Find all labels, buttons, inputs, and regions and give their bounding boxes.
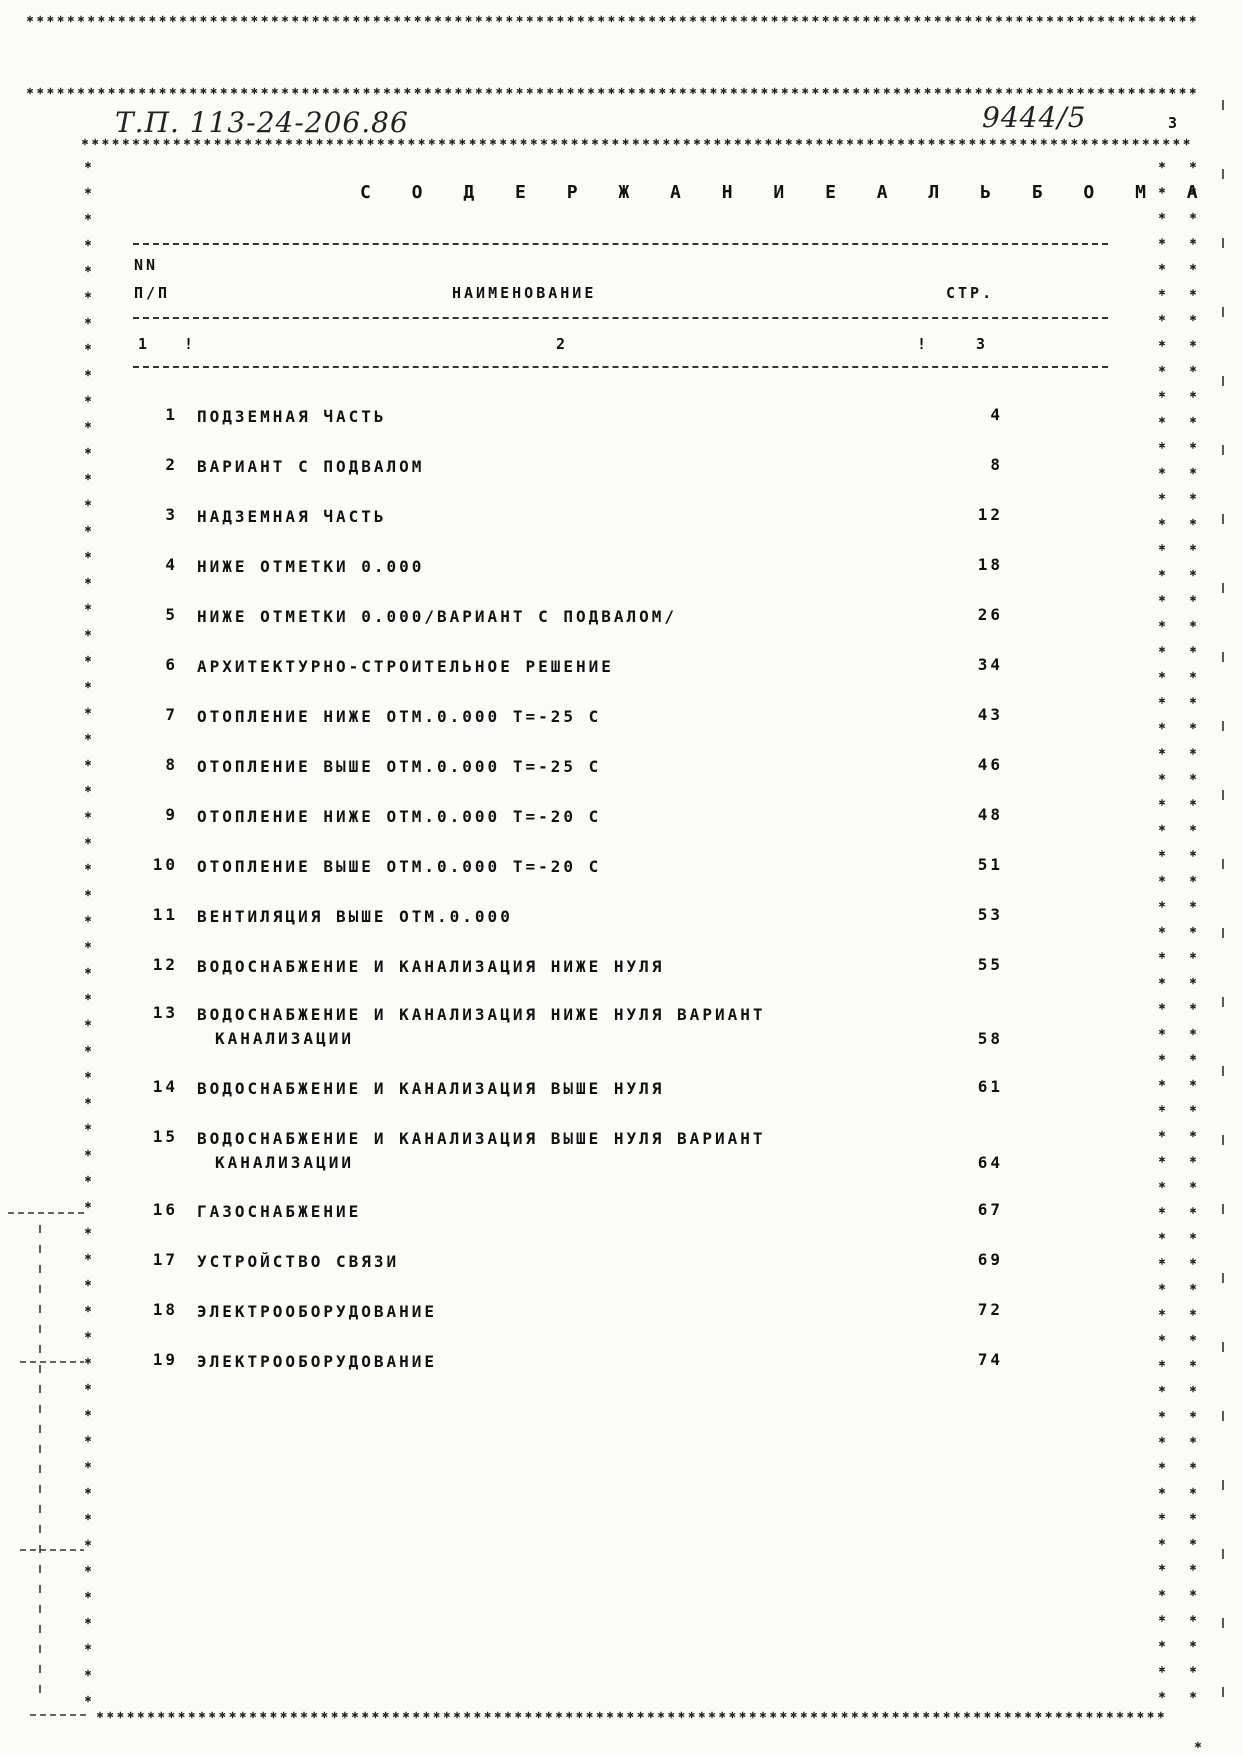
item-number: 6 xyxy=(165,655,178,674)
item-title: НАДЗЕМНАЯ ЧАСТЬ xyxy=(197,507,387,526)
item-title: НИЖЕ ОТМЕТКИ 0.000 xyxy=(197,557,425,576)
item-page: 74 xyxy=(977,1350,1003,1369)
item-page: 53 xyxy=(977,905,1003,924)
item-title: ВОДОСНАБЖЕНИЕ И КАНАЛИЗАЦИЯ НИЖЕ НУЛЯ ВАРИАНТ xyxy=(197,1005,766,1024)
item-title: ВАРИАНТ С ПОДВАЛОМ xyxy=(197,457,425,476)
item-page: 12 xyxy=(977,505,1003,524)
col-name-header: НАИМЕНОВАНИЕ xyxy=(452,284,597,302)
item-title: ОТОПЛЕНИЕ ВЫШЕ ОТМ.0.000 Т=-25 С xyxy=(197,757,602,776)
item-page: 4 xyxy=(990,405,1003,424)
item-title: ВОДОСНАБЖЕНИЕ И КАНАЛИЗАЦИЯ ВЫШЕ НУЛЯ xyxy=(197,1079,665,1098)
col-index-3: 3 xyxy=(976,335,989,353)
item-number: 18 xyxy=(152,1300,178,1319)
item-page: 69 xyxy=(977,1250,1003,1269)
item-number: 11 xyxy=(152,905,178,924)
item-number: 9 xyxy=(165,805,178,824)
item-number: 14 xyxy=(152,1077,178,1096)
item-title: ВОДОСНАБЖЕНИЕ И КАНАЛИЗАЦИЯ ВЫШЕ НУЛЯ ВАРИАНТ xyxy=(197,1129,766,1148)
item-number: 10 xyxy=(152,855,178,874)
item-number: 13 xyxy=(152,1003,178,1022)
item-page: 67 xyxy=(977,1200,1003,1219)
page-title: С О Д Е Р Ж А Н И Е А Л Ь Б О М А xyxy=(360,182,1213,203)
item-title-continued: КАНАЛИЗАЦИИ xyxy=(215,1153,354,1172)
item-number: 2 xyxy=(165,455,178,474)
item-page: 18 xyxy=(977,555,1003,574)
item-title: ЭЛЕКТРООБОРУДОВАНИЕ xyxy=(197,1352,438,1371)
item-number: 7 xyxy=(165,705,178,724)
col-separator: ! xyxy=(184,335,197,353)
item-number: 1 xyxy=(165,405,178,424)
col-page-header: СТР. xyxy=(946,284,995,302)
col-index-1: 1 xyxy=(138,335,151,353)
col-number-header-1: NN xyxy=(134,256,159,274)
album-code-handwritten: 9444/5 xyxy=(982,101,1087,134)
item-title: ОТОПЛЕНИЕ ВЫШЕ ОТМ.0.000 Т=-20 С xyxy=(197,857,602,876)
header-rule-top xyxy=(133,243,1108,245)
header-rule-bottom xyxy=(133,366,1108,368)
page-number: 3 xyxy=(1168,114,1180,132)
item-page: 43 xyxy=(977,705,1003,724)
item-title: ЭЛЕКТРООБОРУДОВАНИЕ xyxy=(197,1302,438,1321)
item-number: 15 xyxy=(152,1127,178,1146)
item-title-continued: КАНАЛИЗАЦИИ xyxy=(215,1029,354,1048)
item-page: 46 xyxy=(977,755,1003,774)
col-separator: ! xyxy=(917,335,930,353)
item-number: 4 xyxy=(165,555,178,574)
item-number: 16 xyxy=(152,1200,178,1219)
item-page: 55 xyxy=(977,955,1003,974)
project-code-handwritten: Т.П. 113-24-206.86 xyxy=(115,106,409,139)
item-page: 26 xyxy=(977,605,1003,624)
item-page: 34 xyxy=(977,655,1003,674)
item-page: 61 xyxy=(977,1077,1003,1096)
item-title: НИЖЕ ОТМЕТКИ 0.000/ВАРИАНТ С ПОДВАЛОМ/ xyxy=(197,607,678,626)
item-number: 8 xyxy=(165,755,178,774)
item-page: 58 xyxy=(977,1029,1003,1048)
item-title: ВЕНТИЛЯЦИЯ ВЫШЕ ОТМ.0.000 xyxy=(197,907,513,926)
item-page: 8 xyxy=(990,455,1003,474)
item-title: ВОДОСНАБЖЕНИЕ И КАНАЛИЗАЦИЯ НИЖЕ НУЛЯ xyxy=(197,957,665,976)
item-number: 12 xyxy=(152,955,178,974)
item-title: ГАЗОСНАБЖЕНИЕ xyxy=(197,1202,362,1221)
item-title: АРХИТЕКТУРНО-СТРОИТЕЛЬНОЕ РЕШЕНИЕ xyxy=(197,657,614,676)
header-rule-middle xyxy=(133,317,1108,319)
item-page: 72 xyxy=(977,1300,1003,1319)
item-number: 5 xyxy=(165,605,178,624)
item-page: 48 xyxy=(977,805,1003,824)
col-number-header-2: П/П xyxy=(134,284,171,302)
item-number: 3 xyxy=(165,505,178,524)
col-index-2: 2 xyxy=(556,335,569,353)
item-number: 17 xyxy=(152,1250,178,1269)
item-page: 51 xyxy=(977,855,1003,874)
item-title: ПОДЗЕМНАЯ ЧАСТЬ xyxy=(197,407,387,426)
item-number: 19 xyxy=(152,1350,178,1369)
item-page: 64 xyxy=(977,1153,1003,1172)
item-title: УСТРОЙСТВО СВЯЗИ xyxy=(197,1252,400,1271)
item-title: ОТОПЛЕНИЕ НИЖЕ ОТМ.0.000 Т=-20 С xyxy=(197,807,602,826)
item-title: ОТОПЛЕНИЕ НИЖЕ ОТМ.0.000 Т=-25 С xyxy=(197,707,602,726)
